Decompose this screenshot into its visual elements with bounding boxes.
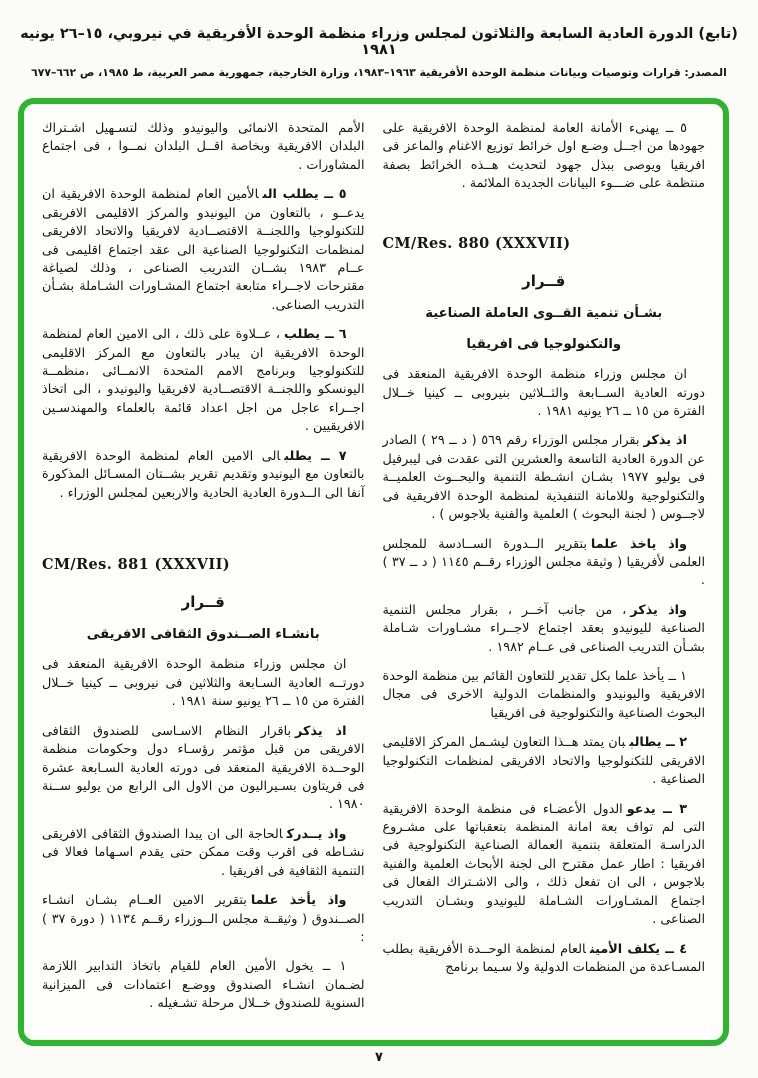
paragraph-text: باقرار النظام الاسـاسى للصندوق الثقافى الافريقى من قبل مؤتمر رؤسـاء دول وحكومات منظمة الوحــدة الافريقية المنعقد فى دورته العادية السـابعة عشرة فى فريتاون بسـيراليون من الاول الى الرابع من يوليو ســنة ١٩٨٠ . [42,723,365,813]
paragraph-text: بقرار مجلس الوزراء رقم ٥٦٩ ( د ــ ٢٩ ) الصادر عن الدورة العادية التاسعة والعشرين التى عقدت فى ليبرفيل فى يوليو ١٩٧٧ بشـان انشـطة التنمية والبحــوث العلميــة والتكنولوجية وللامانة التنفيذية لمنظمة الوحدة الافريقية فى لاجــوس ( لجنة البحوث ) العلمية والفنية بلاجوس ) . [382,433,705,523]
paragraph [42,826,365,881]
paragraph-lead: ٢ ــ يطالب [629,735,687,751]
resolution-heading: قــرار [522,271,566,290]
paragraph-lead: ٦ ــ يطلب [284,327,347,343]
paragraph [42,326,365,437]
paragraph-lead: واذ يأخذ علما [250,893,347,909]
resolution-subject: والتكنولوجيا فى افريقيا [466,337,622,353]
paragraph-text: الأمم المتحدة الانمائى واليونيدو وذلك لتسـهيل اشـتراك البلدان الافريقية وبخاصة اقــل البلدان نمــوا ، فى اجتماع المشاورات . [42,121,365,173]
paragraph-text: الى الامين العام لمنظمة الوحدة الافريقية بالتعاون مع اليونيدو وتقديم تقرير بشــتان المسـائل المذكورة آنفا الى الــدورة العادية الحادية والاربعين لمجلس الوزراء . [42,448,365,501]
paragraph [42,656,365,711]
paragraph [42,186,365,315]
paragraph-text: ان مجلس وزراء منظمة الوحدة الافريقية المنعقد فى دورته العادية الســابعة والثــلاثين بنيروبى ــ كينيا خــلال الفترة من ١٥ ــ ٢٦ يونيه ١٩٨١ . [382,367,705,419]
paragraph-text: ، من جانب آخــر ، بقرار مجلس التنمية الصناعية لليونيدو بعقد اجتماع لاجــراء مشـاورات شـاملة بشـأن التدريب الصناعى فى عــام ١٩٨٢ . [382,602,705,655]
paragraph [383,941,706,978]
paragraph-text: ان مجلس وزراء منظمة الوحدة الافريقية المنعقد فى دورتــه العادية السـابعة والثلاثين فى نيروبى ــ كينيا خــلال الفترة من ١٥ ــ ٢٦ يونيو سنة ١٩٨١ . [42,657,365,710]
resolution-reference: CM/Res. 881 (XXXVII) [42,556,231,574]
two-column-layout [42,120,705,1030]
paragraph [383,668,706,723]
page-header [0,0,758,79]
paragraph-lead: اذ يذكر [295,723,347,739]
paragraph [383,366,706,421]
paragraph-lead: واذ يذكر [630,602,688,618]
paragraph-text: بان يمتد هــذا التعاون ليشـمل المركز الاقليمى الافريقى للتكنولوجيا والاتحاد الافريقى لمنظمات التكنولوجيا الصناعية . [382,735,705,788]
resolution-subject: بانشـاء الصــندوق الثقافى الافريقى [86,627,320,643]
paragraph [383,602,706,657]
paragraph-lead: ٥ ــ يطلب الى [262,187,347,203]
session-title: (تابع) الدورة العادية السابعة والثلاثون لمجلس وزراء منظمة الوحدة الأفريقية في نيروبي، ١٥–٢٦ يونيه ١٩٨١ [20,26,738,58]
right-column [383,120,706,1030]
paragraph-text: ٥ ــ يهنىء الأمانة العامة لمنظمة الوحدة الافريقية على جهودها من اجــل وضـع اول خرائط توزيع الاغنام والماعز فى افريقيا ويوصى ببذل جهود لتحديث هــذه الخرائط بصفة منتظمة على ضـــوء البيانات الجديدة الملائمة . [382,121,705,192]
resolution-reference: CM/Res. 880 (XXXVII) [382,234,571,252]
paragraph-text: ١ ــ يأخذ علما بكل تقدير للتعاون القائم بين منظمة الوحدة الافريقية واليونيدو والمنظمات الدولية الاخرى فى مجال البحوث الصناعية والتكنولوجية فى افريقيا [382,669,705,721]
left-column [42,120,365,1030]
paragraph [383,734,706,789]
paragraph-lead: ٤ ــ يكلف الأمين [589,941,687,957]
paragraph-text: ١ ــ يخول الأمين العام للقيام باتخاذ التدابير اللازمة لضـمان انشـاء الصندوق ووضـع اعتمادات فى الميزانية السنوية للصندوق خــلال مرحلة تشـغيله . [42,959,365,1012]
content-frame [18,98,729,1046]
paragraph-text: بتقرير الامين العــام بشـان انشـاء الصــندوق ( وثيقــة مجلس الــوزراء رقــم ١١٣٤ ( دورة ٣٧ ) : [42,893,365,945]
paragraph-text: ، عــلاوة على ذلك ، الى الامين العام لمنظمة الوحدة الافريقية ان يبادر بالتعاون مع المركز الاقليمى للتكنولوجيا وبرنامج الامم المتحدة الانمــائى ،منظمــة اليونسكو واللجنــة الاقتصــادية لافريقيا واليونيدو ، الى اتخاذ اجــراء عاجل من اجل اعداد قائمة بالعلماء والمهندسـين الافريقيين . [42,327,365,435]
paragraph [383,120,706,194]
page-number: ٧ [375,1050,383,1065]
paragraph-lead: اذ يذكر [643,433,687,449]
paragraph-text: العام لمنظمة الوحــدة الأفريقية بطلب المسـاعدة من المنظمات الدولية ولا سـيما برنامج [382,941,705,975]
resolution-subject: بشـأن تنمية القــوى العاملة الصناعية [425,306,663,322]
paragraph-text: بتقرير الــدورة الســادسة للمجلس العلمى لأفريقيا ( وثيقة مجلس الوزراء رقــم ١١٤٥ ( د ــ ٣٧ ) . [382,536,705,589]
paragraph [42,892,365,947]
paragraph-text: الدول الأعضـاء فى منظمة الوحدة الافريقية التى لم تواف بعة امانة المنظمة بتعقباتها على مشـروع الدراسـة المتعلقة بتنمية العمالة الصناعية التكنولوجية فى افريقيا : اطار عمل مقترح الى لجنة الأبحاث العلمية والفنية بلاجوس ، الى ان تفعل ذلك ، والى الاشـتراك الفعال فى اجتماع المشـاورات الشـاملة لليونيدو وبشـان التدريب الصناعى . [382,801,705,928]
paragraph-text: الأمين العام لمنظمة الوحدة الافريقية ان يدعــو ، بالتعاون من اليونيدو والمركز الاقليمى الافريقى للتكنولوجيا واللجنــة الاقتصــادية لافريقيا والاتحاد الافريقى لمنظمات التكنولوجيا الصناعية الى عقد اجتماع اقليمى فى عــام ١٩٨٣ بشــان التدريب الصناعى ، وذلك لصياغة مقترحات لاجــراء متابعة اجتماع المشـاورات الشـاملة بشـأن التدريب الصناعى. [42,187,365,313]
paragraph [383,432,706,524]
paragraph [42,958,365,1013]
paragraph [383,801,706,930]
paragraph-lead: واذ يــدرك [286,826,347,842]
paragraph [383,536,706,591]
paragraph [42,448,365,503]
paragraph-lead: ٧ ــ يطلب [284,448,347,464]
resolution-heading: قــرار [181,592,225,611]
paragraph [42,723,365,815]
paragraph-lead: واذ ياخذ علما [590,536,687,552]
paragraph [42,120,365,175]
paragraph-text: الحاجة الى ان يبدا الصندوق الثقافى الافريقى نشـاطه فى اقرب وقت ممكن حتى يقدم اسـهاما فعالا فى التنمية الثقافية فى افريقيا . [42,826,365,879]
paragraph-lead: ٣ ــ يدعو [626,801,688,817]
source-citation: المصدر: قرارات وتوصيات وبيانات منظمة الوحدة الأفريقية ١٩٦٣–١٩٨٣، وزارة الخارجية، جمهورية مصر العربية، ط ١٩٨٥، ص ٦٦٢–٦٧٧ [31,66,727,79]
